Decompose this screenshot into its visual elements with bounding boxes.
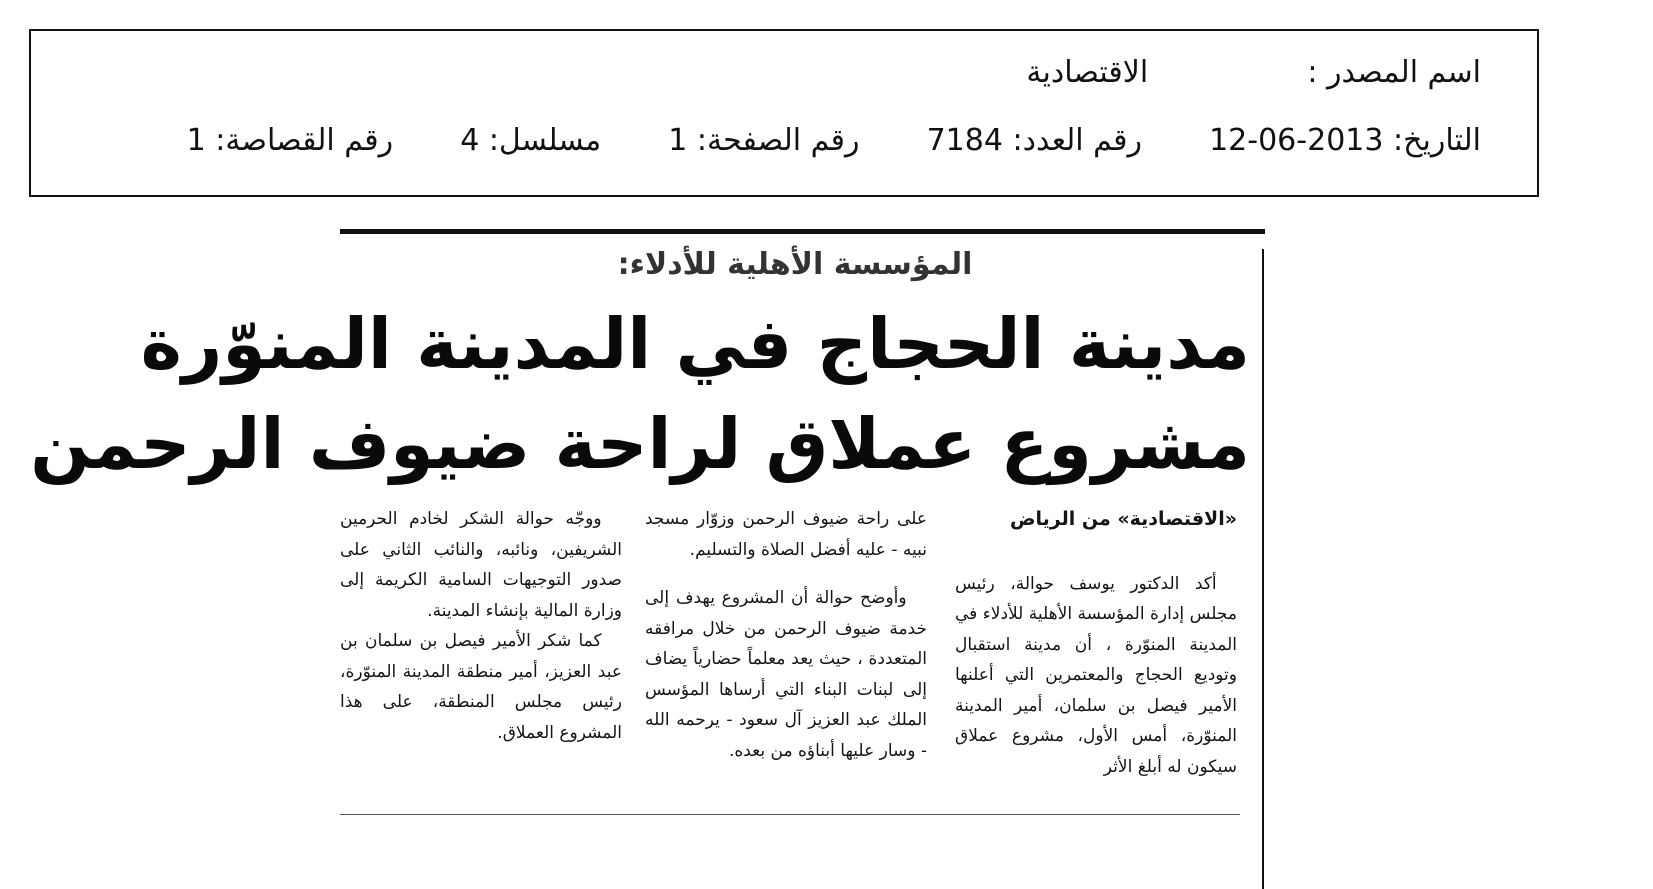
source-value: الاقتصادية xyxy=(1026,55,1149,90)
column-3-paragraph-1: ووجّه حوالة الشكر لخادم الحرمين الشريفين، ونائبه، والنائب الثاني على صدور التوجيهات السامية الكريمة إلى وزارة المالية بإنشاء المدينة. xyxy=(340,509,622,621)
serial-value: 4 xyxy=(460,123,480,158)
serial-label: مسلسل: xyxy=(488,123,602,158)
page-label: رقم الصفحة: xyxy=(696,123,860,158)
newspaper-clipping xyxy=(30,229,1265,883)
source-label: اسم المصدر : xyxy=(1307,55,1481,90)
headline-line-1: مدينة الحجاج في المدينة المنوّرة xyxy=(140,303,1250,385)
article-column-3 xyxy=(340,504,622,748)
source-line xyxy=(1026,53,1481,93)
column-1-paragraph-1: أكد الدكتور يوسف حوالة، رئيس مجلس إدارة المؤسسة الأهلية للأدلاء في المدينة المنوّرة ، أن مدينة استقبال وتوديع الحجاج والمعتمرين التي أعلنها الأمير فيصل بن سلمان، أمير المدينة المنوّرة، أمس الأول، مشروع عملاق سيكون له أبلغ الأثر xyxy=(955,573,1237,777)
clip-label: رقم القصاصة: xyxy=(215,123,394,158)
source-metadata-box xyxy=(29,29,1539,197)
article-kicker: المؤسسة الأهلية للأدلاء: xyxy=(617,247,973,282)
article-column-1 xyxy=(955,504,1237,782)
right-rule xyxy=(1262,249,1264,889)
column-2-paragraph-2: وأوضح حوالة أن المشروع يهدف إلى خدمة ضيوف الرحمن من خلال مرافقه المتعددة ، حيث يعد معلماً حضارياً يضاف إلى لبنات البناء التي أرساها المؤسس الملك عبد العزيز آل سعود - يرحمه الله - وسار عليها أبناؤه من بعده. xyxy=(645,588,927,761)
column-3-paragraph-2: كما شكر الأمير فيصل بن سلمان بن عبد العزيز، أمير منطقة المدينة المنوّرة، رئيس مجلس المنطقة، على هذا المشروع العملاق. xyxy=(340,631,622,743)
page-value: 1 xyxy=(668,123,688,158)
top-rule xyxy=(340,229,1265,234)
issue-label: رقم العدد: xyxy=(1012,123,1142,158)
article-column-2 xyxy=(645,504,927,766)
article-byline: «الاقتصادية» من الرياض xyxy=(1009,508,1237,530)
column-2-paragraph-1: على راحة ضيوف الرحمن وزوّار مسجد نبيه - عليه أفضل الصلاة والتسليم. xyxy=(645,509,927,560)
issue-value: 7184 xyxy=(926,123,1003,158)
date-label: التاريخ: xyxy=(1393,123,1481,158)
issue-info-line xyxy=(187,121,1481,161)
clip-value: 1 xyxy=(186,123,206,158)
bottom-rule xyxy=(340,814,1240,815)
headline-line-2: مشروع عملاق لراحة ضيوف الرحمن xyxy=(30,403,1250,485)
date-value: 2013-06-12 xyxy=(1209,123,1384,158)
